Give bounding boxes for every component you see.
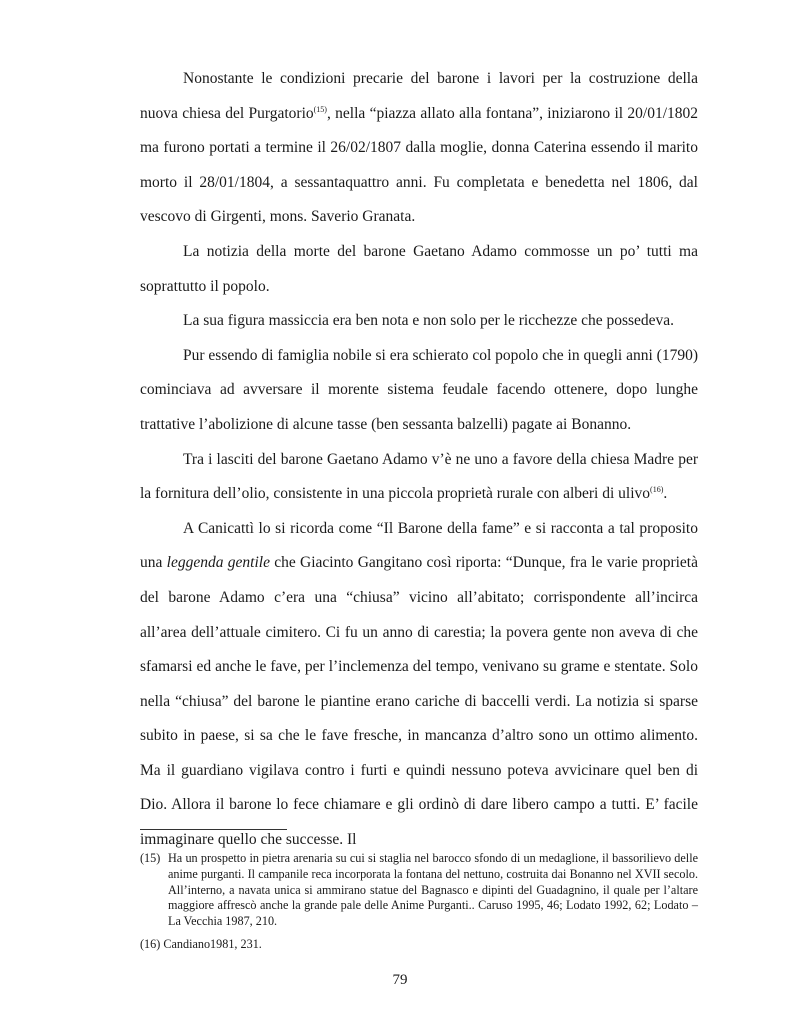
footnote-ref-16[interactable]: (16): [650, 485, 664, 495]
paragraph-noble-family: Pur essendo di famiglia nobile si era schierato col popolo che in quegli anni (1790) cominciava ad avversare il morente sistema feudale facendo ottenere, dopo lunghe trattative l’abolizione di alcune tasse (ben sessanta balzelli) pagate ai Bonanno.: [140, 346, 698, 433]
paragraph-text: A Canicattì lo si ricorda come “Il Barone della fame” e si racconta a tal proposito una: [140, 519, 698, 572]
paragraph-text: .: [663, 485, 668, 503]
footnote-16: (16) Candiano1981, 231.: [140, 937, 262, 951]
paragraph-text: , nella “piazza allato alla fontana”, iniziarono il 20/01/1802 ma furono portati a termine il 26/02/1807 dalla moglie, donna Caterina essendo il marito morto il 28/01/1804, a sessantaquattro anni. Fu completata e benedetta nel 1806, dal vescovo di Girgenti, mons. Saverio Granata.: [140, 104, 698, 226]
paragraph-purgatorio: [140, 62, 698, 235]
page-number: 79: [392, 972, 408, 988]
paragraph-legend: [140, 512, 698, 858]
paragraph-figure: La sua figura massiccia era ben nota e non solo per le ricchezze che possedeva.: [183, 312, 675, 330]
footnote-ref-15[interactable]: (15): [313, 104, 327, 114]
paragraph-text: Tra i lasciti del barone Gaetano Adamo v’è ne uno a favore della chiesa Madre per la fornitura dell’olio, consistente in una piccola proprietà rurale con alberi di ulivo: [140, 450, 698, 503]
body-text: [140, 62, 698, 858]
footnote-text: Ha un prospetto in pietra arenaria su cui si staglia nel barocco sfondo di un medaglione, il bassorilievo delle anime purganti. Il campanile reca incorporata la fontana del nettuno, costruita dai Bonanno nel XVII secolo. All’interno, a navata unica si ammirano statue del Bagnasco e dipinti del Guadagnino, il quale per l’altare maggiore affrescò anche la grande pale delle Anime Purganti.. Caruso 1995, 46; Lodato 1992, 62; Lodato – La Vecchia 1987, 210.: [168, 851, 698, 929]
paragraph-bequest: [140, 443, 698, 512]
paragraph-text: Nonostante le condizioni precarie del barone i lavori per la costruzione della nuova chiesa del Purgatorio: [140, 70, 698, 122]
footnote-number: (15): [140, 851, 161, 865]
paragraph-text: che Giacinto Gangitano così riporta: “Dunque, fra le varie proprietà del barone Adamo c’era una “chiusa” vicino all’abitato; corrispondente all’incirca all’area dell’attuale cimitero. Ci fu un anno di carestia; la povera gente non aveva di che sfamarsi ed anche le fave, per l’inclemenza del tempo, venivano su grame e stentate. Solo nella “chiusa” del barone le piantine erano cariche di baccelli verdi. La notizia si sparse subito in paese, si sa che le fave fresche, in mancanza d’altro sono un ottimo alimento. Ma il guardiano vigilava contro i furti e quindi nessuno poteva avvicinare quel ben di Dio. Allora il barone lo fece chiamare e gli ordinò di dare libero campo a tutti. E’ facile immaginare quello che successe. Il: [140, 554, 698, 849]
paragraph-death-news: La notizia della morte del barone Gaetano Adamo commosse un po’ tutti ma soprattutto il popolo.: [140, 242, 698, 295]
footnote-15: [140, 851, 698, 930]
italic-phrase: leggenda gentile: [166, 554, 270, 572]
footnote-divider: [140, 829, 287, 830]
